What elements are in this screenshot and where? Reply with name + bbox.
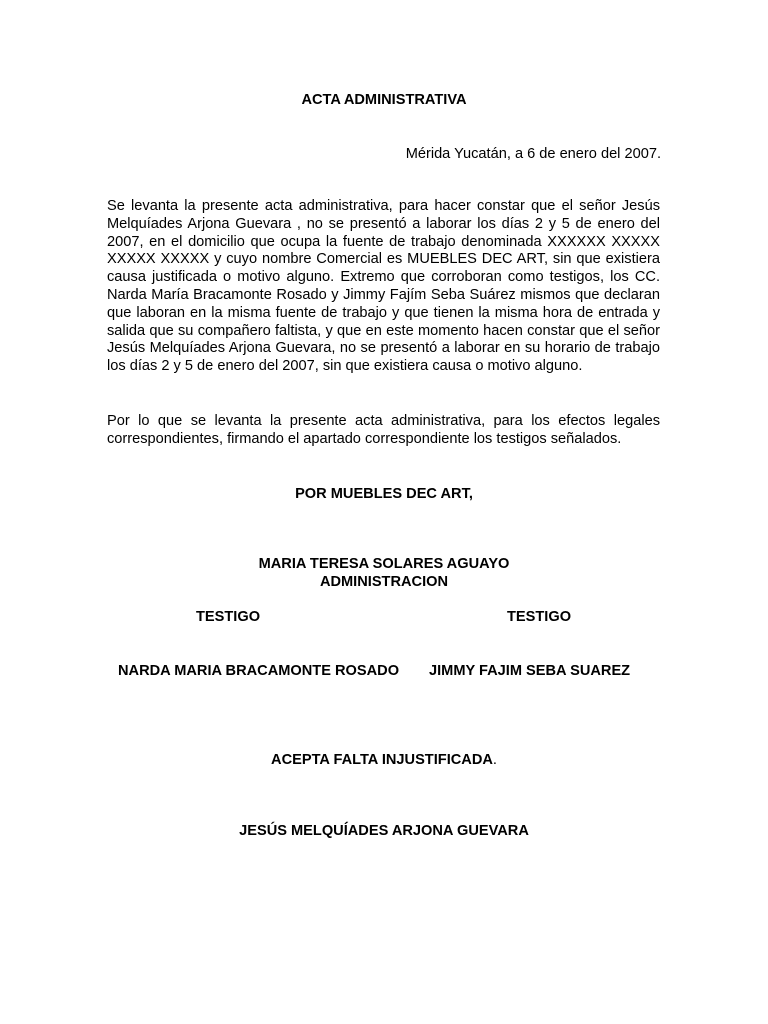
paragraph-text: Se levanta la presente acta administrativa, para hacer constar que el señor Jesús Melquíades Arjona Guevara , no se presentó a laborar los días 2 y 5 de enero del 2007, en el domicilio que ocupa la fuente de trabajo denominada XXXXXX XXXXX XXXXX XXXXX y cuyo nombre Comercial es MUEBLES DEC ART, sin que existiera causa justificada o motivo alguno. Extremo que corroboran como testigos, los CC. Narda María Bracamonte Rosado y Jimmy Fajím Seba Suárez mismos que declaran que laboran en la misma fuente de trabajo y que tienen la misma hora de entrada y salida que su compañero faltista, y que en este momento hacen constar que el señor Jesús Melquíades Arjona Guevara, no se presentó a laborar en su horario de trabajo los días 2 y 5 de enero del 2007, sin que existiera causa o motivo alguno. <box>107 198 660 375</box>
body-paragraph-1 <box>107 198 660 376</box>
body-paragraph-2 <box>107 413 660 449</box>
acceptance-line <box>0 752 768 770</box>
document-title: ACTA ADMINISTRATIVA <box>301 92 467 108</box>
date-line: Mérida Yucatán, a 6 de enero del 2007. <box>405 146 661 162</box>
paragraph-text: Por lo que se levanta la presente acta administrativa, para los efectos legales correspondientes, firmando el apartado correspondiente los testigos señalados. <box>107 413 660 447</box>
employee-name: JESÚS MELQUÍADES ARJONA GUEVARA <box>239 823 529 839</box>
witness-name-right: JIMMY FAJIM SEBA SUAREZ <box>429 663 631 679</box>
witness-label-left: TESTIGO <box>196 609 261 625</box>
witness-name-left: NARDA MARIA BRACAMONTE ROSADO <box>118 663 400 679</box>
admin-role: ADMINISTRACION <box>319 574 449 590</box>
witness-label-right: TESTIGO <box>507 609 572 625</box>
acceptance-period: . <box>492 752 497 768</box>
acceptance-text: ACEPTA FALTA INJUSTIFICADA <box>271 752 493 768</box>
admin-name: MARIA TERESA SOLARES AGUAYO <box>258 556 510 572</box>
company-signature-heading: POR MUEBLES DEC ART, <box>295 486 473 502</box>
